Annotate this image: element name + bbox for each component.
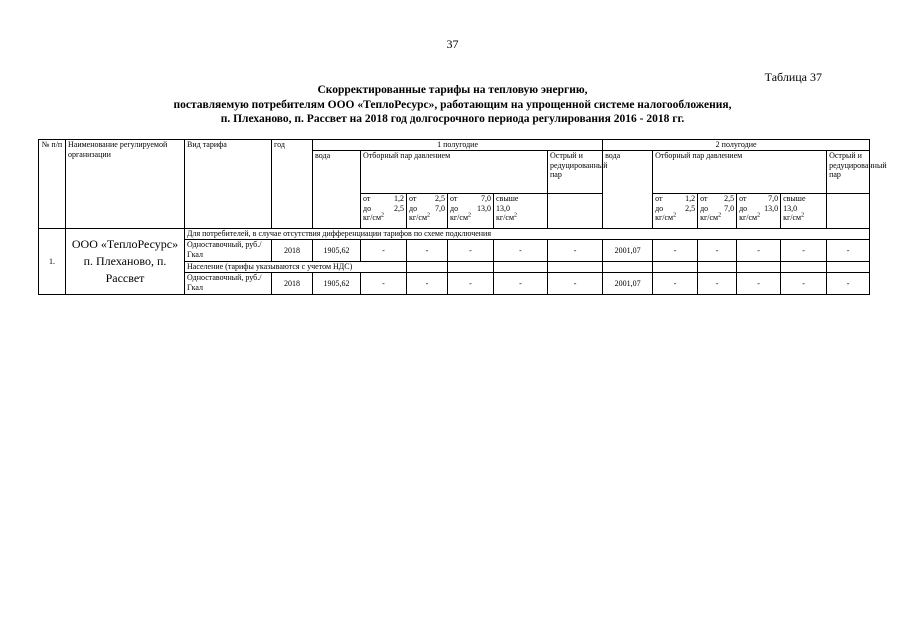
header-h1-steam: Отборный пар давлением: [361, 151, 548, 194]
cell-year: 2018: [272, 273, 313, 295]
cell-h1-p1: -: [361, 273, 407, 295]
empty-cell: [827, 262, 870, 273]
row-number: 1.: [39, 229, 66, 295]
header-h2-steam: Отборный пар давлением: [653, 151, 827, 194]
cell-h2-p4: -: [781, 273, 827, 295]
empty-cell: [494, 262, 548, 273]
header-tariff-type: Вид тарифа: [185, 140, 272, 229]
cell-tariff-type: Одноставочный, руб./Гкал: [185, 240, 272, 262]
section-label-1: Для потребителей, в случае отсутствия дифференциации тарифов по схеме подключения: [185, 229, 870, 240]
cell-h2-p2: -: [698, 273, 737, 295]
header-h1-sharp-empty: [548, 194, 603, 229]
cell-h2-p3: -: [737, 273, 781, 295]
header-row-1: [39, 140, 870, 151]
header-num: № п/п: [39, 140, 66, 229]
title-line-2: поставляемую потребителям ООО «ТеплоРесурс», работающим на упрощенной системе налогообложения,: [173, 98, 732, 111]
cell-year: 2018: [272, 240, 313, 262]
table-label: Таблица 37: [764, 70, 822, 84]
empty-cell: [407, 262, 448, 273]
page-number: 37: [446, 37, 459, 51]
cell-h2-p2: -: [698, 240, 737, 262]
header-h1-water: вода: [313, 151, 361, 229]
empty-cell: [781, 262, 827, 273]
organization-name: ООО «ТеплоРесурс» п. Плеханово, п. Рассвет: [66, 229, 185, 295]
empty-cell: [548, 262, 603, 273]
cell-h1-p4: -: [494, 273, 548, 295]
cell-h1-p3: -: [448, 240, 494, 262]
cell-h1-sharp: -: [548, 240, 603, 262]
cell-h2-p3: -: [737, 240, 781, 262]
empty-cell: [653, 262, 698, 273]
cell-h2-p1: -: [653, 240, 698, 262]
cell-h1-p1: -: [361, 240, 407, 262]
empty-cell: [603, 262, 653, 273]
empty-cell: [737, 262, 781, 273]
header-h2-water: вода: [603, 151, 653, 229]
header-h2-p1: от 1,2 до 2,5 $кг/см^2$: [653, 194, 698, 229]
cell-h2-water: 2001,07: [603, 240, 653, 262]
header-year: год: [272, 140, 313, 229]
header-half-2: 2 полугодие: [603, 140, 870, 151]
empty-cell: [448, 262, 494, 273]
cell-h1-water: 1905,62: [313, 273, 361, 295]
cell-h1-p3: -: [448, 273, 494, 295]
header-h2-p3: от 7,0 до 13,0 $кг/см^2$: [737, 194, 781, 229]
cell-h2-p4: -: [781, 240, 827, 262]
header-org-name: Наименование регулируемой организации: [66, 140, 185, 229]
cell-tariff-type: Одноставочный, руб./Гкал: [185, 273, 272, 295]
section-row-1: [39, 229, 870, 240]
cell-h2-sharp: -: [827, 240, 870, 262]
header-h1-p4: свыше 13,0 $кг/см^2$: [494, 194, 548, 229]
header-half-1: 1 полугодие: [313, 140, 603, 151]
header-h1-p2: от 2,5 до 7,0 $кг/см^2$: [407, 194, 448, 229]
title-line-3: п. Плеханово, п. Рассвет на 2018 год долгосрочного периода регулирования 2016 - 2018 гг.: [220, 113, 685, 125]
header-h1-sharp-steam: Острый и редуцированный пар: [548, 151, 603, 194]
empty-cell: [698, 262, 737, 273]
cell-h2-sharp: -: [827, 273, 870, 295]
header-h1-p3: от 7,0 до 13,0 $кг/см^2$: [448, 194, 494, 229]
cell-h1-sharp: -: [548, 273, 603, 295]
cell-h2-water: 2001,07: [603, 273, 653, 295]
document-title: [0, 83, 905, 127]
cell-h1-p4: -: [494, 240, 548, 262]
header-h2-p2: от 2,5 до 7,0 $кг/см^2$: [698, 194, 737, 229]
header-h2-sharp-steam: Острый и редуцированный пар: [827, 151, 870, 194]
header-h1-p1: от 1,2 до 2,5 $кг/см^2$: [361, 194, 407, 229]
header-h2-sharp-empty: [827, 194, 870, 229]
section-label-2: Население (тарифы указываются с учетом НДС): [185, 262, 407, 273]
cell-h1-p2: -: [407, 240, 448, 262]
cell-h1-water: 1905,62: [313, 240, 361, 262]
tariff-table: [38, 139, 887, 295]
title-line-1: Скорректированные тарифы на тепловую энергию,: [317, 84, 588, 96]
cell-h2-p1: -: [653, 273, 698, 295]
cell-h1-p2: -: [407, 273, 448, 295]
header-h2-p4: свыше 13,0 $кг/см^2$: [781, 194, 827, 229]
